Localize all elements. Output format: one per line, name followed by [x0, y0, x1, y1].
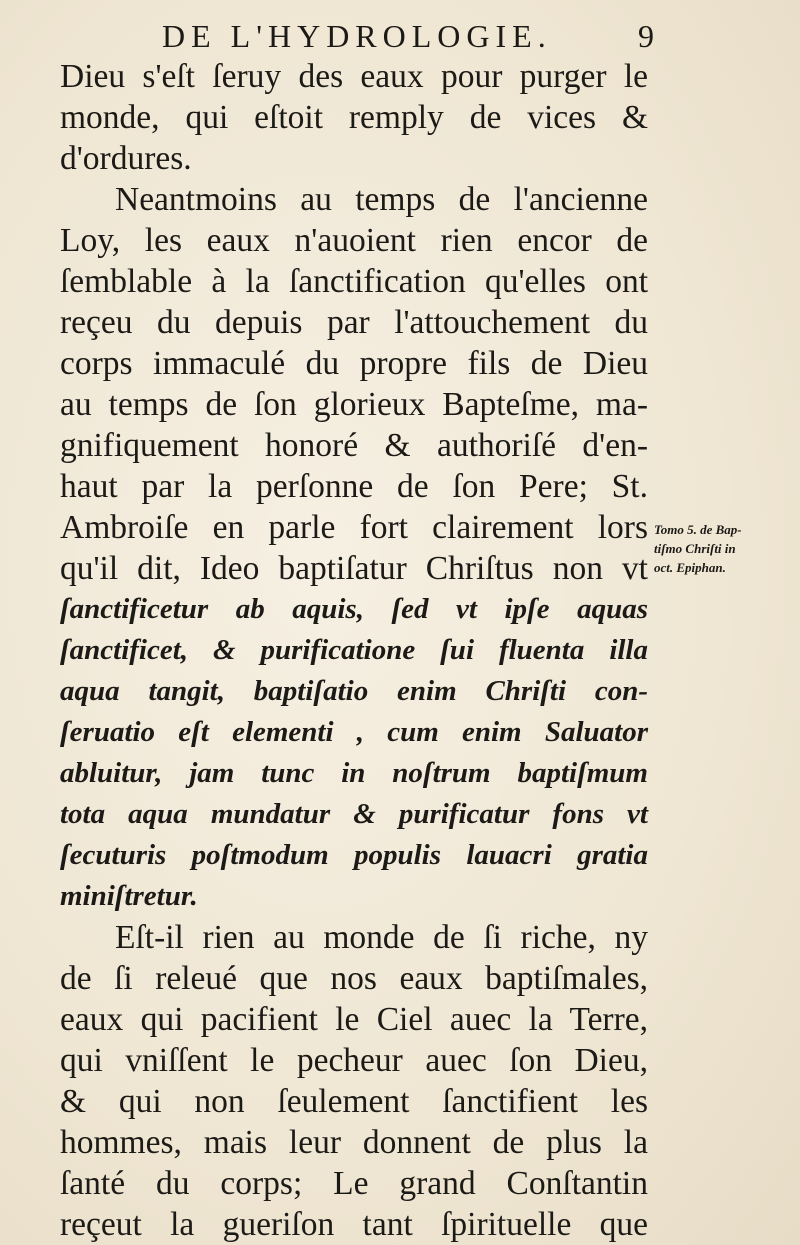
text-line: reçeu du depuis par l'attouchement du [60, 304, 648, 341]
text-line: eaux qui pacifient le Ciel auec la Terre, [60, 1001, 648, 1038]
running-head [162, 18, 662, 58]
text-line: haut par la perſonne de ſon Pere; St. [60, 468, 648, 505]
latin-quote-line: tota aqua mundatur & purificatur fons vt [60, 798, 648, 830]
text-line: qu'il dit, Ideo baptiſatur Chriſtus non vt [60, 550, 648, 587]
text-line: Neantmoins au temps de l'ancienne [115, 181, 648, 218]
latin-quote-line: abluitur, jam tunc in noſtrum baptiſmum [60, 757, 648, 789]
text-line: de ſi releué que nos eaux baptiſmales, [60, 960, 648, 997]
text-line: ſanté du corps; Le grand Conſtantin [60, 1165, 648, 1202]
latin-quote-line: miniſtretur. [60, 880, 198, 912]
text-line: d'ordures. [60, 140, 192, 177]
text-line: Eſt-il rien au monde de ſi riche, ny [115, 919, 648, 956]
latin-quote-line: ſecuturis poſtmodum populis lauacri gratia [60, 839, 648, 871]
text-line: reçeut la gueriſon tant ſpirituelle que [60, 1206, 648, 1243]
margin-note-line: Tomo 5. de Bap- [654, 522, 742, 537]
latin-quote-line: ſanctificet, & purificatione ſui fluenta illa [60, 634, 648, 666]
text-line: au temps de ſon glorieux Bapteſme, ma- [60, 386, 648, 423]
text-line: Loy, les eaux n'auoient rien encor de [60, 222, 648, 259]
margin-note [654, 520, 794, 577]
text-line: monde, qui eſtoit remply de vices & [60, 99, 648, 136]
text-line: qui vniſſent le pecheur auec ſon Dieu, [60, 1042, 648, 1079]
margin-note-line: oct. Epiphan. [654, 560, 726, 575]
text-line: hommes, mais leur donnent de plus la [60, 1124, 648, 1161]
latin-quote-line: aqua tangit, baptiſatio enim Chriſti con- [60, 675, 648, 707]
running-title: DE L'HYDROLOGIE. [162, 18, 552, 54]
margin-note-line: tiſmo Chriſti in [654, 541, 736, 556]
text-line: gnifiquement honoré & authoriſé d'en- [60, 427, 648, 464]
text-line: & qui non ſeulement ſanctifient les [60, 1083, 648, 1120]
text-line: Dieu s'eſt ſeruy des eaux pour purger le [60, 58, 648, 95]
page-number: 9 [638, 18, 654, 54]
latin-quote-line: ſanctificetur ab aquis, ſed vt ipſe aquas [60, 593, 648, 625]
latin-quote-line: ſeruatio eſt elementi , cum enim Saluator [60, 716, 648, 748]
text-line: Ambroiſe en parle fort clairement lors [60, 509, 648, 546]
body-text [60, 56, 648, 1245]
text-line: ſemblable à la ſanctification qu'elles ont [60, 263, 648, 300]
text-line: corps immaculé du propre fils de Dieu [60, 345, 648, 382]
